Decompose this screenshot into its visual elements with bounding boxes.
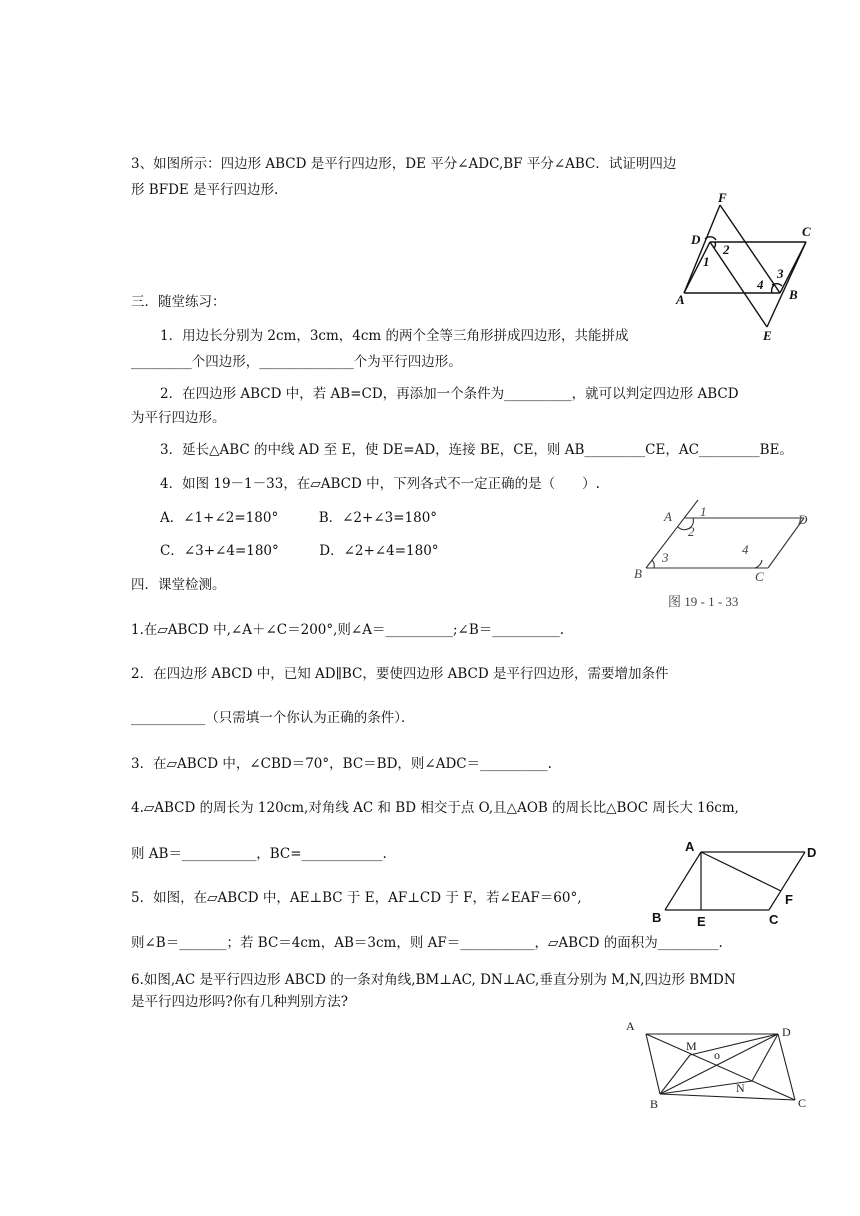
figure-4-svg [620, 1012, 820, 1116]
fig1-label-c: C [802, 224, 811, 239]
fig2-label-b: B [634, 566, 642, 581]
fig1-label-3: 3 [777, 266, 784, 281]
fig2-caption: 图 19 - 1 - 33 [668, 594, 739, 609]
figure-perpendiculars [620, 1012, 820, 1116]
fig4-label-a: A [626, 1019, 635, 1033]
fig3-side-ab [665, 852, 701, 910]
fig2-label-4: 4 [742, 542, 749, 557]
fig1-label-1: 1 [703, 254, 710, 269]
fig1-label-f: F [718, 190, 727, 205]
figure-altitudes [645, 834, 830, 934]
sec4-heading: 四．课堂检测。 [131, 577, 226, 593]
fig2-label-c: C [755, 569, 764, 584]
fig4-label-b: B [650, 1097, 659, 1111]
sec4-item-1: 1.在▱ABCD 中,∠A＋∠C＝200°,则∠A＝__________;∠B＝__________. [131, 622, 565, 638]
fig3-label-b: B [652, 910, 662, 925]
fig4-segment-md [690, 1034, 778, 1055]
fig4-label-m: M [686, 1039, 697, 1053]
fig4-segment-bm [660, 1055, 690, 1094]
sec4-item-2a: 2．在四边形 ABCD 中，已知 AD∥BC，要使四边形 ABCD 是平行四边形，需要增加条件 [131, 666, 669, 682]
sec4-item-3: 3．在▱ABCD 中，∠CBD＝70°，BC＝BD，则∠ADC＝__________. [131, 756, 552, 772]
q3-line-1: 3、如图所示：四边形 ABCD 是平行四边形，DE 平分∠ADC,BF 平分∠ABC．试证明四边 [131, 156, 677, 172]
sec4-item-5b: 则∠B＝_______；若 BC＝4cm，AB＝3cm，则 AF＝___________，▱ABCD 的面积为_________. [131, 935, 723, 951]
fig3-label-a: A [685, 839, 695, 854]
fig1-label-d: D [691, 232, 701, 247]
fig1-angle-arc-4 [772, 285, 774, 293]
fig2-label-3: 3 [662, 550, 669, 565]
sec4-item-5a: 5．如图，在▱ABCD 中，AE⊥BC 于 E，AF⊥CD 于 F，若∠EAF＝60°, [131, 890, 582, 906]
fig1-label-e: E [763, 328, 772, 343]
figure-1-svg [668, 190, 828, 350]
figure-2-svg [628, 498, 828, 610]
sec3-item-4-options-ab: A．∠1+∠2=180° B．∠2+∠3=180° [160, 510, 438, 526]
sec4-item-6b: 是平行四边形吗?你有几种判别方法? [131, 994, 348, 1010]
sec3-item-2a: 2．在四边形 ABCD 中，若 AB=CD，再添加一个条件为__________，就可以判定四边形 ABCD [160, 386, 739, 402]
fig1-label-4: 4 [757, 277, 764, 292]
sec4-item-6a: 6.如图,AC 是平行四边形 ABCD 的一条对角线,BM⊥AC, DN⊥AC,垂直分别为 M,N,四边形 BMDN [131, 972, 736, 988]
fig4-label-o: o [714, 1048, 720, 1062]
sec4-item-2b: ___________（只需填一个你认为正确的条件）． [131, 710, 415, 726]
fig3-label-e: E [697, 914, 706, 929]
fig1-label-b: B [789, 287, 798, 302]
fig3-label-c: C [769, 912, 779, 927]
fig3-label-f: F [785, 892, 793, 907]
fig1-angle-arc-2 [705, 237, 716, 240]
sec3-item-3: 3．延长△ABC 的中线 AD 至 E，使 DE=AD，连接 BE，CE，则 AB_________CE，AC_________BE。 [160, 442, 793, 458]
figure-parallelogram-bisectors [668, 190, 828, 350]
fig2-label-2: 2 [688, 524, 695, 539]
sec3-heading: 三．随堂练习： [131, 294, 226, 310]
fig4-side-bc [660, 1094, 795, 1100]
sec3-item-2b: 为平行四边形。 [131, 410, 226, 426]
fig4-label-d: D [782, 1025, 791, 1039]
fig4-side-dc [778, 1034, 795, 1100]
fig4-side-ab [646, 1034, 660, 1094]
sec4-item-4a: 4.▱ABCD 的周长为 120cm,对角线 AC 和 BD 相交于点 O,且△AOB 的周长比△BOC 周长大 16cm, [131, 800, 739, 816]
figure-19-1-33 [628, 498, 828, 610]
figure-3-svg [645, 834, 830, 934]
fig1-angle-arc-1 [714, 242, 715, 248]
sec3-item-4: 4．如图 19－1－33，在▱ABCD 中，下列各式不一定正确的是（ ）. [160, 476, 600, 492]
fig2-label-a: A [664, 509, 672, 524]
fig2-angle-arc-3 [652, 560, 654, 568]
q3-line-2: 形 BFDE 是平行四边形. [131, 182, 279, 198]
fig4-label-c: C [798, 1096, 807, 1110]
sec3-item-1b: _________个四边形，______________个为平行四边形。 [131, 354, 462, 370]
fig2-angle-arc-4 [755, 560, 762, 568]
fig3-altitude-af [701, 852, 781, 891]
sec3-item-4-options-cd: C．∠3+∠4=180° D．∠2+∠4=180° [160, 543, 439, 559]
sec4-item-4b: 则 AB＝___________，BC=____________. [131, 846, 387, 862]
fig2-label-d: D [798, 512, 808, 527]
fig3-label-d: D [807, 845, 817, 860]
sec3-item-1a: 1．用边长分别为 2cm，3cm，4cm 的两个全等三角形拼成四边形，共能拼成 [160, 328, 629, 344]
fig1-label-a: A [676, 292, 685, 307]
fig4-label-n: N [736, 1081, 745, 1095]
fig2-label-1: 1 [700, 504, 707, 519]
fig1-label-2: 2 [723, 242, 730, 257]
